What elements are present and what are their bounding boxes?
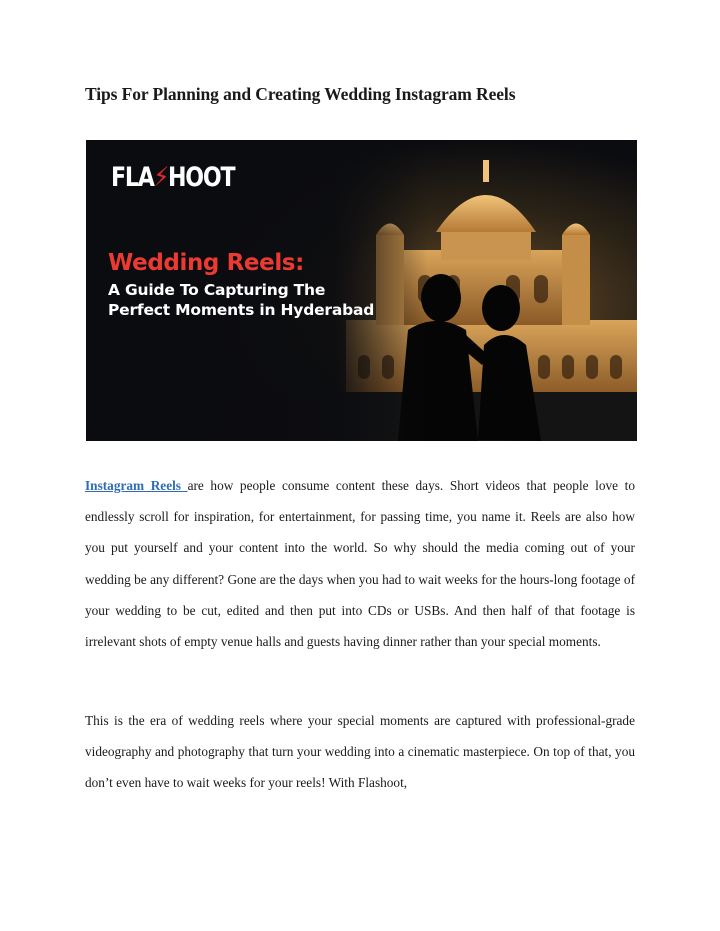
page-title: Tips For Planning and Creating Wedding Instagram Reels	[85, 84, 516, 104]
brand-logo	[111, 162, 234, 193]
lightning-bolt-icon: ⚡	[153, 162, 169, 193]
brand-logo-prefix: FLA	[111, 162, 154, 193]
paragraph-era: This is the era of wedding reels where your special moments are captured with professional-grade videography and photography that turn your wedding into a cinematic masterpiece. On top of that, you don’t even have to wait weeks for your reels! With Flashoot,	[85, 713, 635, 791]
instagram-reels-link[interactable]: Instagram Reels	[85, 478, 188, 493]
hero-subline-2: Perfect Moments in Hyderabad	[108, 301, 375, 319]
paragraph-intro-body: are how people consume content these days. Short videos that people love to endlessly scroll for inspiration, for entertainment, for passing time, you name it. Reels are also how you put yourself and your content into the world. So why should the media coming out of your wedding be any different? Gone are the days when you had to wait weeks for the hours-long footage of your wedding to be cut, edited and then put into CDs or USBs. And then half of that footage is irrelevant shots of empty venue halls and guests having dinner rather than your special moments.	[85, 478, 635, 650]
hero-image	[86, 140, 637, 441]
paragraph-intro	[85, 470, 635, 657]
brand-logo-suffix: HOOT	[168, 162, 235, 193]
hero-headline: Wedding Reels:	[108, 250, 304, 276]
hero-subline-1: A Guide To Capturing The	[108, 281, 326, 299]
